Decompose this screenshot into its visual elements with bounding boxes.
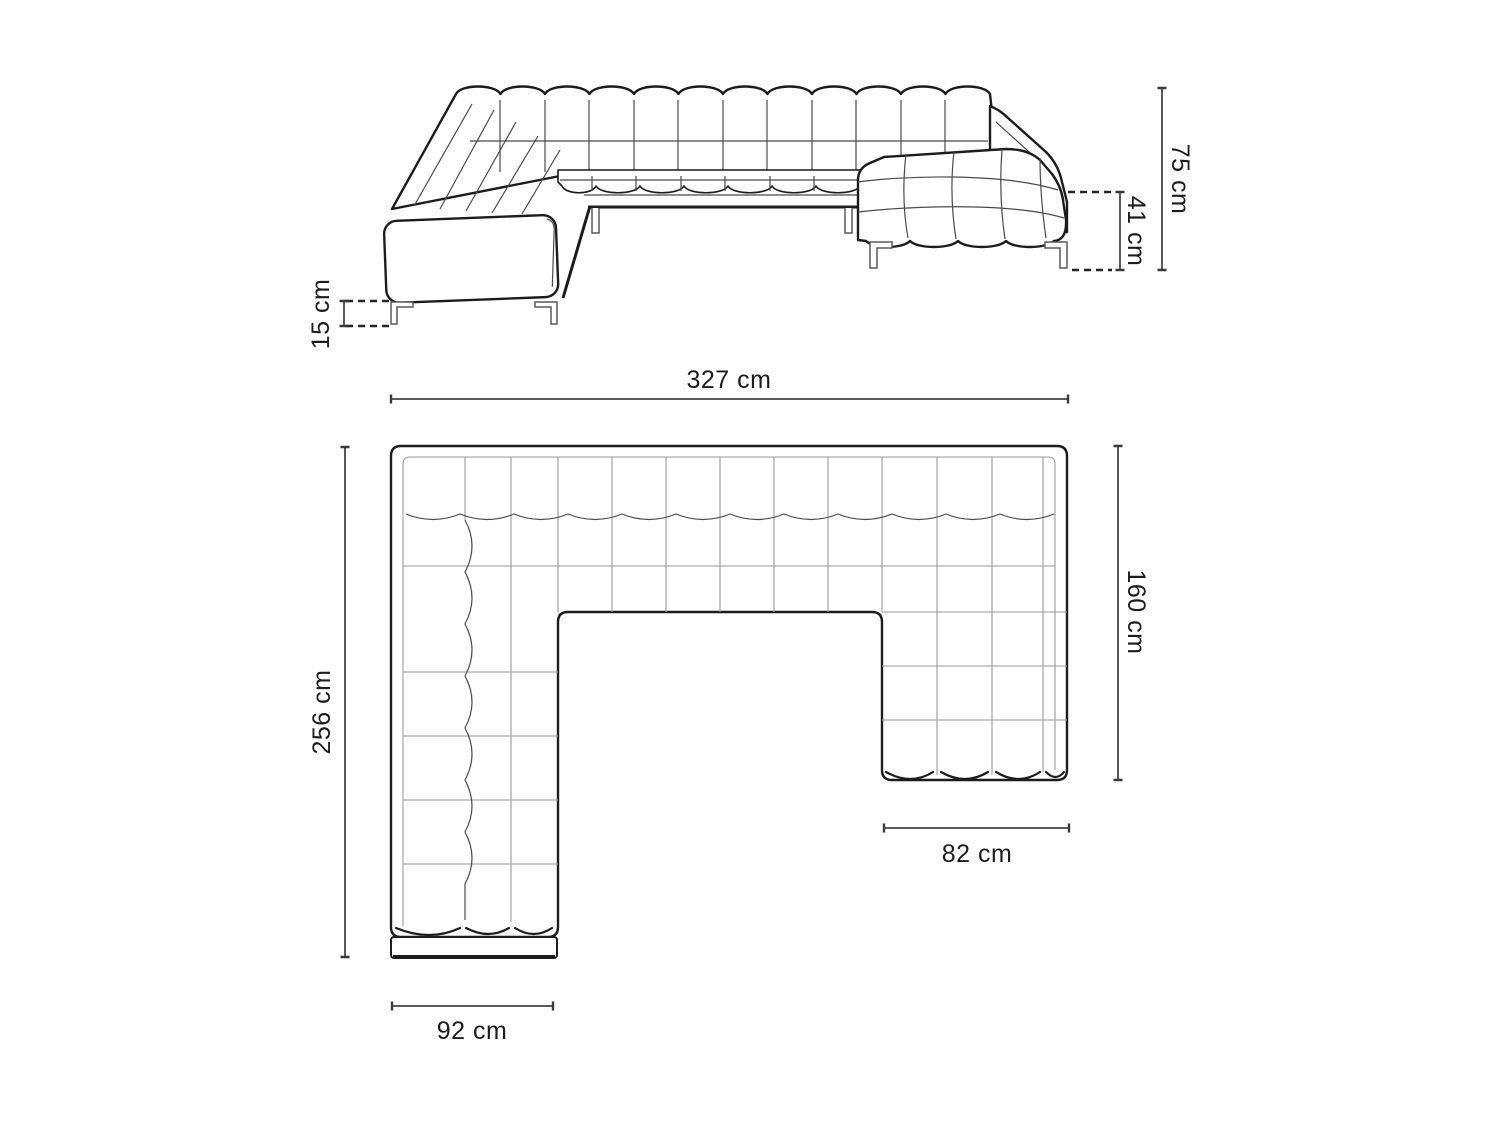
elevation-view [307, 87, 1194, 350]
dimension-total-width [391, 366, 1068, 404]
chaise [858, 149, 1066, 247]
left-armrest-group [384, 215, 559, 304]
dimension-label-right-chaise-length: 160 cm [1122, 569, 1150, 655]
plan-view [308, 366, 1150, 1045]
corner-front-edge [563, 206, 590, 298]
dimension-left-arm-width [392, 1002, 553, 1046]
armrest-leg-left [391, 302, 413, 324]
bench-leg-right [845, 208, 852, 233]
bench-base [584, 195, 867, 207]
dimension-total-depth [308, 447, 350, 957]
dimension-leg-height [307, 279, 349, 350]
dimension-label-total-height: 75 cm [1166, 143, 1194, 215]
dimension-seat-height [1116, 192, 1151, 270]
left-armrest [384, 215, 559, 304]
dimension-label-seat-height: 41 cm [1122, 195, 1150, 267]
plan-base-strip [391, 937, 557, 958]
bench-leg-left [592, 208, 599, 233]
armrest-leg-right [535, 302, 557, 324]
chaise-leg-left [870, 242, 892, 268]
dimension-label-leg-height: 15 cm [307, 278, 335, 350]
dimension-right-chaise-length [1114, 446, 1151, 780]
dimension-label-left-arm-width: 92 cm [436, 1017, 508, 1045]
dimension-label-total-width: 327 cm [686, 366, 772, 394]
dimension-label-right-arm-width: 82 cm [941, 840, 1013, 868]
dimension-right-arm-width [884, 824, 1069, 869]
chaise-leg-right [1045, 242, 1067, 268]
dimension-total-height [1158, 88, 1195, 270]
dimension-label-total-depth: 256 cm [308, 669, 336, 755]
